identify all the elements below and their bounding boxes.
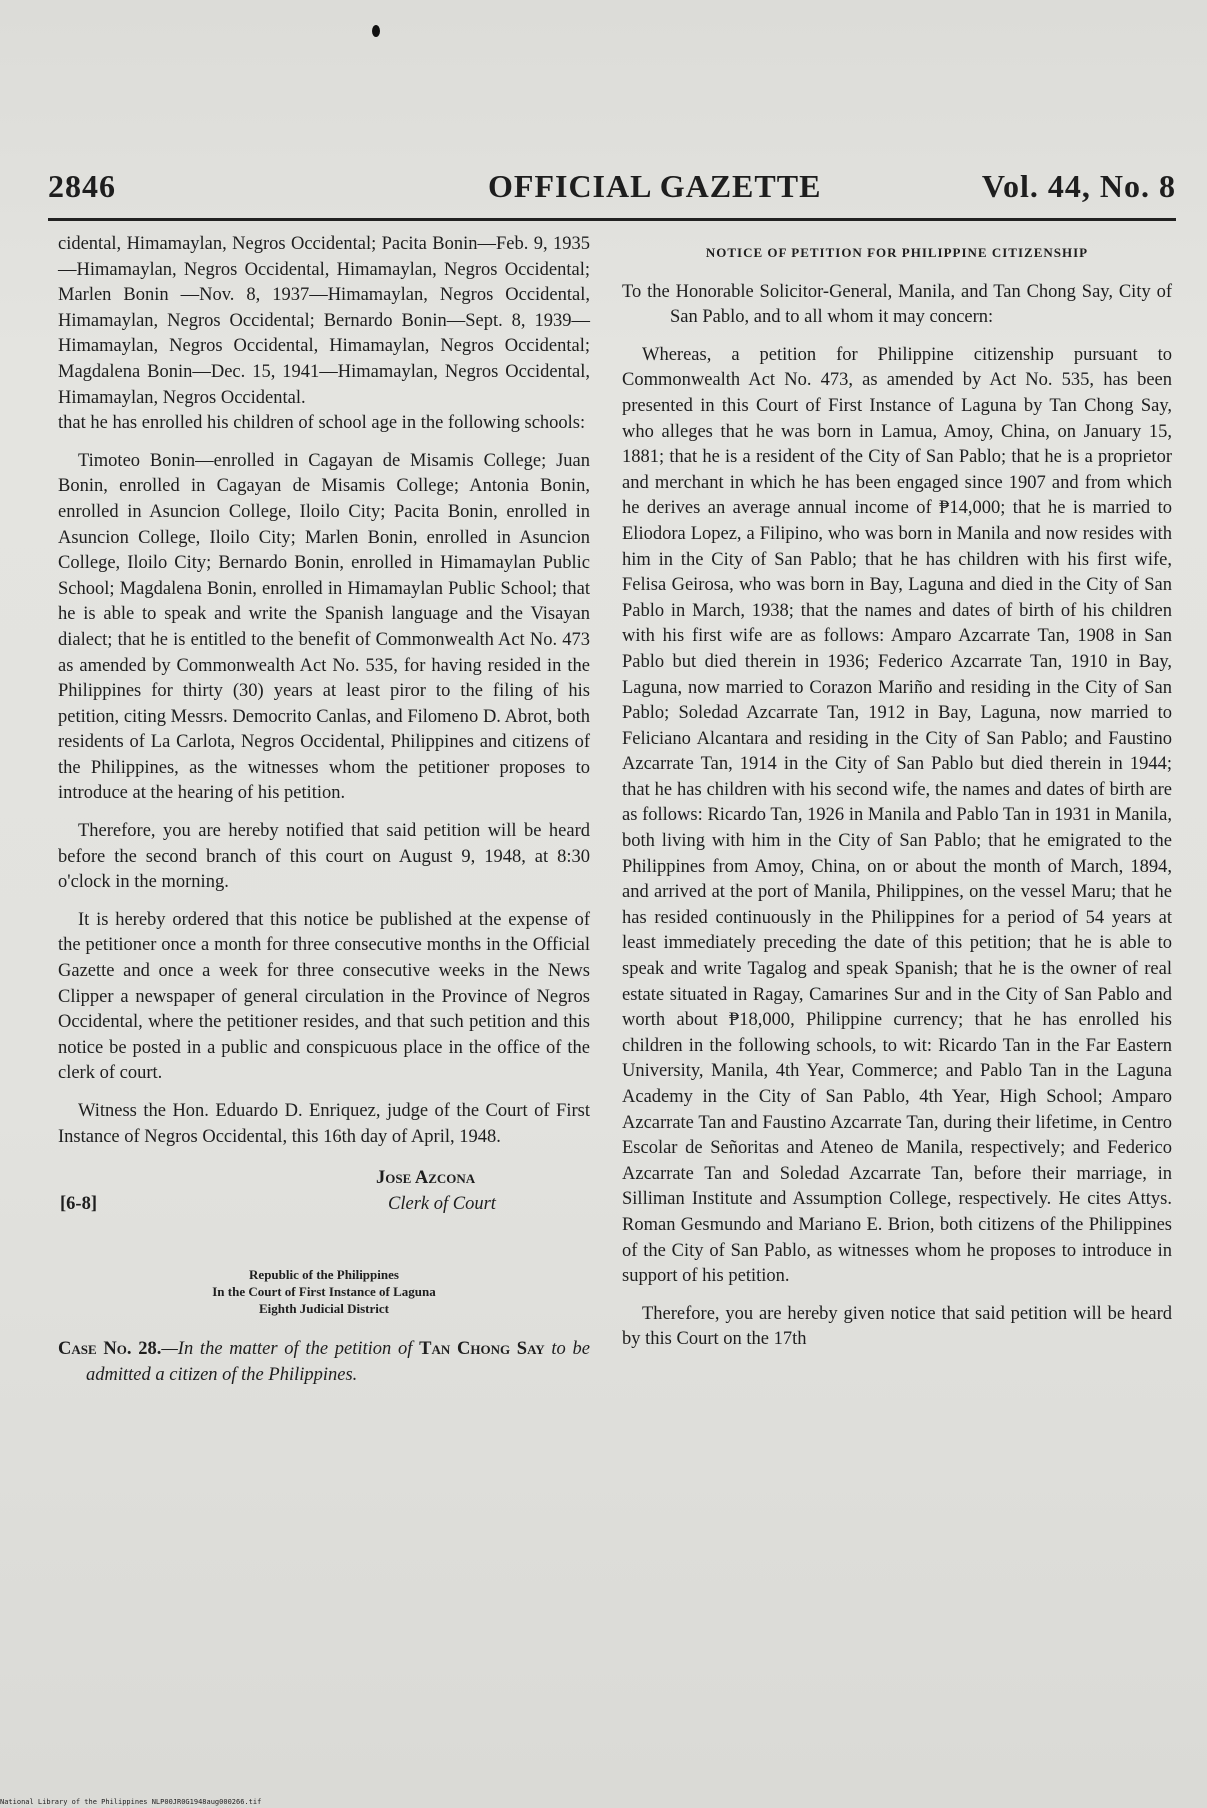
archive-footer: National Library of the Philippines NLP00JR0G1948aug000266.tif [0,1798,262,1806]
children-birth-list: cidental, Himamaylan, Negros Occidental; Pacita Bonin—Feb. 9, 1935—Himamaylan, Negros Occidental, Himamaylan, Negros Occidental; Marlen Bonin —Nov. 8, 1937—Himamaylan, Negros Occidental, Himamaylan, Negros Occidental; Bernardo Bonin—Sept. 8, 1939—Himamaylan, Negros Occidental, Himamaylan, Negros Occidental; Magdalena Bonin—Dec. 15, 1941—Himamaylan, Negros Occidental, Himamaylan, Negros Occidental. [58,234,590,408]
publication-order: It is hereby ordered that this notice be published at the expense of the petitioner once a month for three consecutive months in the Official Gazette and once a week for three consecutive weeks in the News Clipper a newspaper of general circulation in the Province of Negros Occidental, where the petitioner resides, and that such petition and this notice be posted in a public and conspicuous place in the office of the clerk of court. [58,909,590,1084]
witness-paragraph: Witness the Hon. Eduardo D. Enriquez, judge of the Court of First Instance of Negros Occidental, this 16th day of April, 1948. [58,1101,590,1147]
left-column [58,232,590,1400]
case-caption [58,1337,590,1388]
court-line-2: In the Court of First Instance of Laguna [212,1284,436,1300]
court-line-1: Republic of the Philippines [249,1267,399,1283]
petition-paragraph: Whereas, a petition for Philippine citizenship pursuant to Commonwealth Act No. 473, as amended by Act No. 535, has been presented in this Court of First Instance of Laguna by Tan Chong Say, who alleges that he was born in Lamua, Amoy, China, on January 15, 1881; that he is a resident of the City of San Pablo; that he is a proprietor and merchant in which he has been engaged since 1907 and from which he derives an average annual income of ₱14,000; that he is married to Eliodora Lopez, a Filipino, who was born in Manila and now resides with him in the City of San Pablo; that he has children with his first wife, Felisa Geirosa, who was born in Bay, Laguna and died in the City of San Pablo in March, 1938; that the names and dates of birth of his children with his first wife are as follows: Amparo Azcarrate Tan, 1908 in San Pablo but died therein in 1936; Federico Azcarrate Tan, 1910 in Bay, Laguna, now married to Corazon Mariño and residing in the City of San Pablo; Soledad Azcarrate Tan, 1912 in Bay, Laguna, now married to Feliciano Alcantara and residing in the City of San Pablo; and Faustino Azcarrate Tan, 1914 in the City of San Pablo but died therein in 1944; that he has children with his second wife, the names and dates of birth are as follows: Ricardo Tan, 1926 in Manila and Pablo Tan in 1931 in Manila, both living with him in the City of San Pablo; that he emigrated to the Philippines from Amoy, China, on or about the month of March, 1894, and arrived at the port of Manila, Philippines, on the vessel Maru; that he has resided continuously in the Philippines for a period of 54 years at least immediately preceding the date of this petition; that he is able to speak and write Tagalog and speak Spanish; that he is the owner of real estate situated in Ragay, Camarines Sur and in the City of San Pablo and worth about ₱18,000, Philippine currency; that he has enrolled his children in the following schools, to wit: Ricardo Tan in the Far Eastern University, Manila, 4th Year, Commerce; and Pablo Tan in the Laguna Academy in the City of San Pablo, 4th Year, High School; Amparo Azcarrate Tan and Faustino Azcarrate Tan, during their lifetime, in Centro Escolar de Señoritas and Ateneo de Manila, respectively; and Federico Azcarrate Tan and Soledad Azcarrate Tan, before their marriage, in Silliman Institute and Assumption College, respectively. He cites Attys. Roman Gesmundo and Mariano E. Brion, both citizens of the Philippines of the City of San Pablo, as witnesses whom he proposes to introduce in support of his petition. [622,344,1172,1287]
right-column [622,232,1172,1365]
schools-paragraph: Timoteo Bonin—enrolled in Cagayan de Misamis College; Juan Bonin, enrolled in Cagayan de Misamis College; Antonia Bonin, enrolled in Asuncion College, Iloilo City; Pacita Bonin, enrolled in Asuncion College, Iloilo City; Marlen Bonin, enrolled in Asuncion College, Iloilo City; Bernardo Bonin, enrolled in Himamaylan Public School; Magdalena Bonin, enrolled in Himamaylan Public School; that he is able to speak and write the Spanish language and the Visayan dialect; that he is entitled to the benefit of Commonwealth Act No. 473 as amended by Commonwealth Act No. 535, for having resided in the Philippines for thirty (30) years at least piror to the filing of his petition, citing Messrs. Democrito Canlas, and Filomeno D. Abrot, both residents of La Carlota, Negros Occidental, Philippines and citizens of the Philippines, as the witnesses whom the petitioner proposes to introduce at the hearing of his petition. [58,450,590,804]
signature-title: Clerk of Court [388,1194,496,1215]
hearing-paragraph: Therefore, you are hereby given notice that said petition will be heard by this Court on the 17th [622,1303,1172,1350]
court-heading [58,1266,590,1317]
notice-title: NOTICE OF PETITION FOR PHILIPPINE CITIZENSHIP [705,245,1089,260]
header-rule [48,218,1176,221]
notice-address: To the Honorable Solicitor-General, Manila, and Tan Chong Say, City of San Pablo, and to all whom it may concern: [622,281,1172,328]
publication-title: OFFICIAL GAZETTE [488,168,822,204]
reference-number: [6-8] [60,1194,97,1215]
case-text-1: —In the matter of the petition of [161,1339,420,1360]
case-label: Case No. 28. [58,1339,162,1360]
hearing-notice: Therefore, you are hereby notified that said petition will be heard before the second branch of this court on August 9, 1948, at 8:30 o'clock in the morning. [58,821,590,893]
case-text-2: to be admitted a citizen of the Philippines. [86,1339,591,1385]
page-header [48,168,1176,218]
ink-speck [372,25,380,37]
schools-intro: that he has enrolled his children of school age in the following schools: [58,413,586,434]
case-petitioner: Tan Chong Say [419,1339,545,1360]
signature-name: Jose Azcona [376,1168,476,1189]
signature-block [58,1166,590,1226]
page-number: 2846 [48,168,116,204]
volume-number: Vol. 44, No. 8 [981,168,1176,204]
court-line-3: Eighth Judicial District [258,1301,389,1317]
